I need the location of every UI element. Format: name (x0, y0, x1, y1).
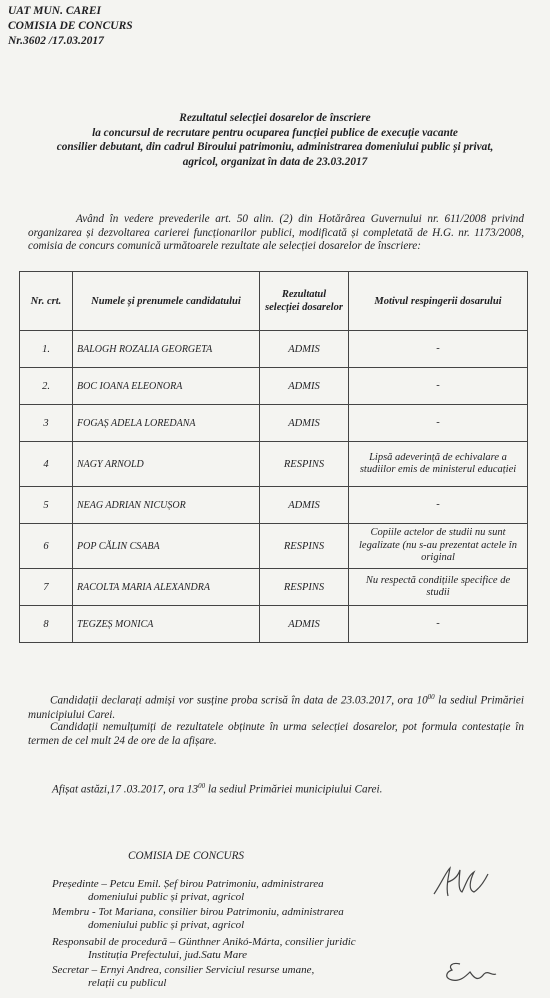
cell-nr: 4 (20, 442, 73, 487)
cell-reason: - (349, 405, 528, 442)
member-secretary (52, 964, 314, 990)
table-header-row (20, 272, 528, 331)
intro-paragraph: Având în vedere prevederile art. 50 alin. (2) din Hotărârea Guvernului nr. 611/2008 privind organizarea și dezvoltarea carierei funcționarilor publici, modificată și completată de H.G. nr. 1173/2008, comisia de concurs comunică următoarele rezultate ale selecției dosarelor de înscriere: (28, 213, 524, 252)
cell-result: ADMIS (260, 606, 349, 643)
cell-result: ADMIS (260, 331, 349, 368)
time-superscript: 00 (198, 782, 206, 790)
table-row (20, 606, 528, 643)
member-line: Membru - Tot Mariana, consilier birou Patrimoniu, administrarea (52, 906, 344, 918)
header-name: Numele și prenumele candidatului (73, 272, 260, 331)
table-row (20, 368, 528, 405)
cell-result: ADMIS (260, 368, 349, 405)
cell-reason: Nu respectă condițiile specifice de studii (349, 569, 528, 606)
title-line: agricol, organizat în data de 23.03.2017 (182, 155, 368, 168)
cell-nr: 8 (20, 606, 73, 643)
commission-title: COMISIA DE CONCURS (128, 850, 245, 862)
signature-secretary (430, 952, 510, 992)
document-title (0, 111, 550, 169)
time-superscript: 00 (427, 693, 435, 701)
registration-number: Nr.3602 /17.03.2017 (8, 35, 104, 47)
cell-reason: - (349, 606, 528, 643)
member-line: domeniului public și privat, agricol (88, 919, 245, 931)
cell-result: ADMIS (260, 487, 349, 524)
member-procedure (52, 936, 356, 962)
title-line: consilier debutant, din cadrul Biroului patrimoniu, administrarea domeniului public și privat, (56, 141, 494, 153)
cell-reason: Lipsă adeverință de echivalare a studiilor emis de ministerul educației (349, 442, 528, 487)
cell-name: POP CĂLIN CSABA (73, 524, 260, 569)
exam-announcement (28, 690, 524, 722)
document-header (8, 4, 133, 49)
cell-nr: 1. (20, 331, 73, 368)
exam-announcement-text-end: la sediul Primăriei municipiului Carei. (28, 694, 524, 721)
cell-reason: Copiile actelor de studii nu sunt legalizate (nu s-au prezentat actele în original (349, 524, 528, 569)
member-line: Responsabil de procedură – Günthner Anikó-Márta, consilier juridic (52, 936, 356, 948)
table-row (20, 569, 528, 606)
exam-announcement-text: Candidații declarați admiși vor susține proba scrisă în data de 23.03.2017, ora 10 (50, 694, 428, 707)
cell-nr: 5 (20, 487, 73, 524)
cell-name: BOC IOANA ELEONORA (73, 368, 260, 405)
results-table (19, 271, 528, 643)
cell-nr: 7 (20, 569, 73, 606)
cell-reason: - (349, 331, 528, 368)
signature-president (428, 862, 498, 904)
member-line: Instituția Prefectului, jud.Satu Mare (88, 949, 247, 961)
cell-nr: 6 (20, 524, 73, 569)
cell-name: FOGAȘ ADELA LOREDANA (73, 405, 260, 442)
cell-nr: 3 (20, 405, 73, 442)
table-row (20, 405, 528, 442)
member-president (52, 878, 324, 904)
cell-reason: - (349, 487, 528, 524)
cell-result: ADMIS (260, 405, 349, 442)
posting-note-text-end: la sediul Primăriei municipiului Carei. (205, 783, 383, 796)
institution-name: UAT MUN. CAREI (8, 5, 101, 17)
contest-note: Candidații nemulțumiți de rezultatele obținute în urma selecției dosarelor, pot formula contestație în termen de cel mult 24 de ore de la afișare. (28, 721, 524, 747)
cell-name: NAGY ARNOLD (73, 442, 260, 487)
member-line: relații cu publicul (88, 977, 167, 989)
header-nr: Nr. crt. (20, 272, 73, 331)
cell-reason: - (349, 368, 528, 405)
table-row (20, 331, 528, 368)
title-line: la concursul de recrutare pentru ocuparea funcției publice de execuție vacante (92, 126, 458, 139)
member-line: Președinte – Petcu Emil. Șef birou Patrimoniu, administrarea (52, 878, 324, 890)
header-reason: Motivul respingerii dosarului (349, 272, 528, 331)
table-row (20, 487, 528, 524)
posting-note (52, 782, 382, 796)
commission-name: COMISIA DE CONCURS (8, 20, 133, 32)
header-result: Rezultatul selecției dosarelor (260, 272, 349, 331)
table-row (20, 442, 528, 487)
cell-result: RESPINS (260, 569, 349, 606)
title-line: Rezultatul selecției dosarelor de înscriere (179, 112, 371, 124)
posting-note-text: Afișat astăzi,17 .03.2017, ora 13 (52, 783, 199, 796)
cell-name: NEAG ADRIAN NICUȘOR (73, 487, 260, 524)
cell-result: RESPINS (260, 524, 349, 569)
table-row (20, 524, 528, 569)
member-line: Secretar – Ernyi Andrea, consilier Serviciul resurse umane, (52, 964, 315, 976)
cell-name: RACOLTA MARIA ALEXANDRA (73, 569, 260, 606)
cell-result: RESPINS (260, 442, 349, 487)
cell-name: BALOGH ROZALIA GEORGETA (73, 331, 260, 368)
member-member (52, 906, 344, 932)
cell-name: TEGZEȘ MONICA (73, 606, 260, 643)
cell-nr: 2. (20, 368, 73, 405)
member-line: domeniului public și privat, agricol (88, 891, 245, 903)
